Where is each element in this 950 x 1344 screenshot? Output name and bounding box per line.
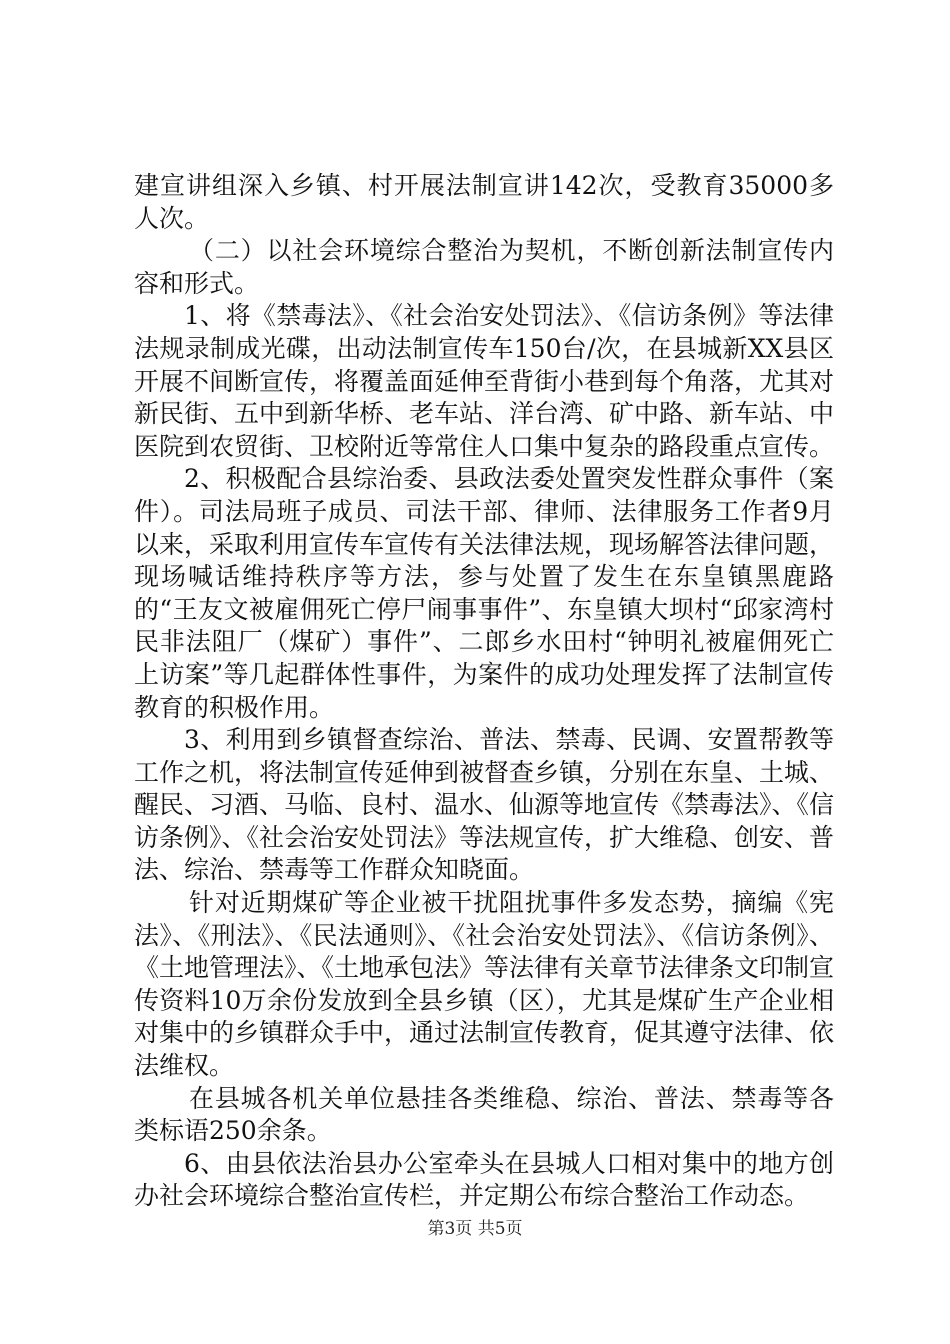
paragraph-item-3: 3、利用到乡镇督查综治、普法、禁毒、民调、安置帮教等工作之机，将法制宣传延伸到被督查乡镇，分别在东皇、土城、醒民、习酒、马临、良村、温水、仙源等地宣传《禁毒法》、《信访条例》、《社会治安处罚法》等法规宣传，扩大维稳、创安、普法、综治、禁毒等工作群众知晓面。 (134, 725, 835, 885)
document-body (134, 170, 834, 1213)
paragraph-item-4: 针对近期煤矿等企业被干扰阻扰事件多发态势，摘编《宪法》、《刑法》、《民法通则》、《社会治安处罚法》、《信访条例》、《土地管理法》、《土地承包法》等法律有关章节法律条文印制宣传资料10万余份发放到全县乡镇（区），尤其是煤矿生产企业相对集中的乡镇群众手中，通过法制宣传教育，促其遵守法律、依法维权。 (134, 888, 835, 1081)
paragraph-section-heading: （二）以社会环境综合整治为契机，不断创新法制宣传内容和形式。 (134, 236, 834, 298)
paragraph-item-6: 6、由县依法治县办公室牵头在县城人口相对集中的地方创办社会环境综合整治宣传栏，并定期公布综合整治工作动态。 (134, 1148, 834, 1211)
paragraph-continuation: 建宣讲组深入乡镇、村开展法制宣讲142次，受教育35000多人次。 (134, 171, 834, 233)
paragraph-item-5: 在县城各机关单位悬挂各类维稳、综治、普法、禁毒等各类标语250余条。 (134, 1083, 834, 1146)
paragraph-item-2: 2、积极配合县综治委、县政法委处置突发性群众事件（案件）。司法局班子成员、司法干部、律师、法律服务工作者9月以来，采取利用宣传车宣传有关法律法规，现场解答法律问题，现场喊话维持秩序等方法，参与处置了发生在东皇镇黑鹿路的“王友文被雇佣死亡停尸闹事事件”、东皇镇大坝村“邱家湾村民非法阻厂（煤矿）事件”、二郎乡水田村“钟明礼被雇佣死亡上访案”等几起群体性事件，为案件的成功处理发挥了法制宣传教育的积极作用。 (134, 464, 835, 722)
paragraph-item-1: 1、将《禁毒法》、《社会治安处罚法》、《信访条例》等法律法规录制成光碟，出动法制宣传车150台/次，在县城新XX县区开展不间断宣传，将覆盖面延伸至背街小巷到每个角落，尤其对新民街、五中到新华桥、老车站、洋台湾、矿中路、新车站、中医院到农贸街、卫校附近等常住人口集中复杂的路段重点宣传。 (134, 301, 835, 461)
page-number-footer: 第3页 共5页 (427, 1219, 523, 1239)
